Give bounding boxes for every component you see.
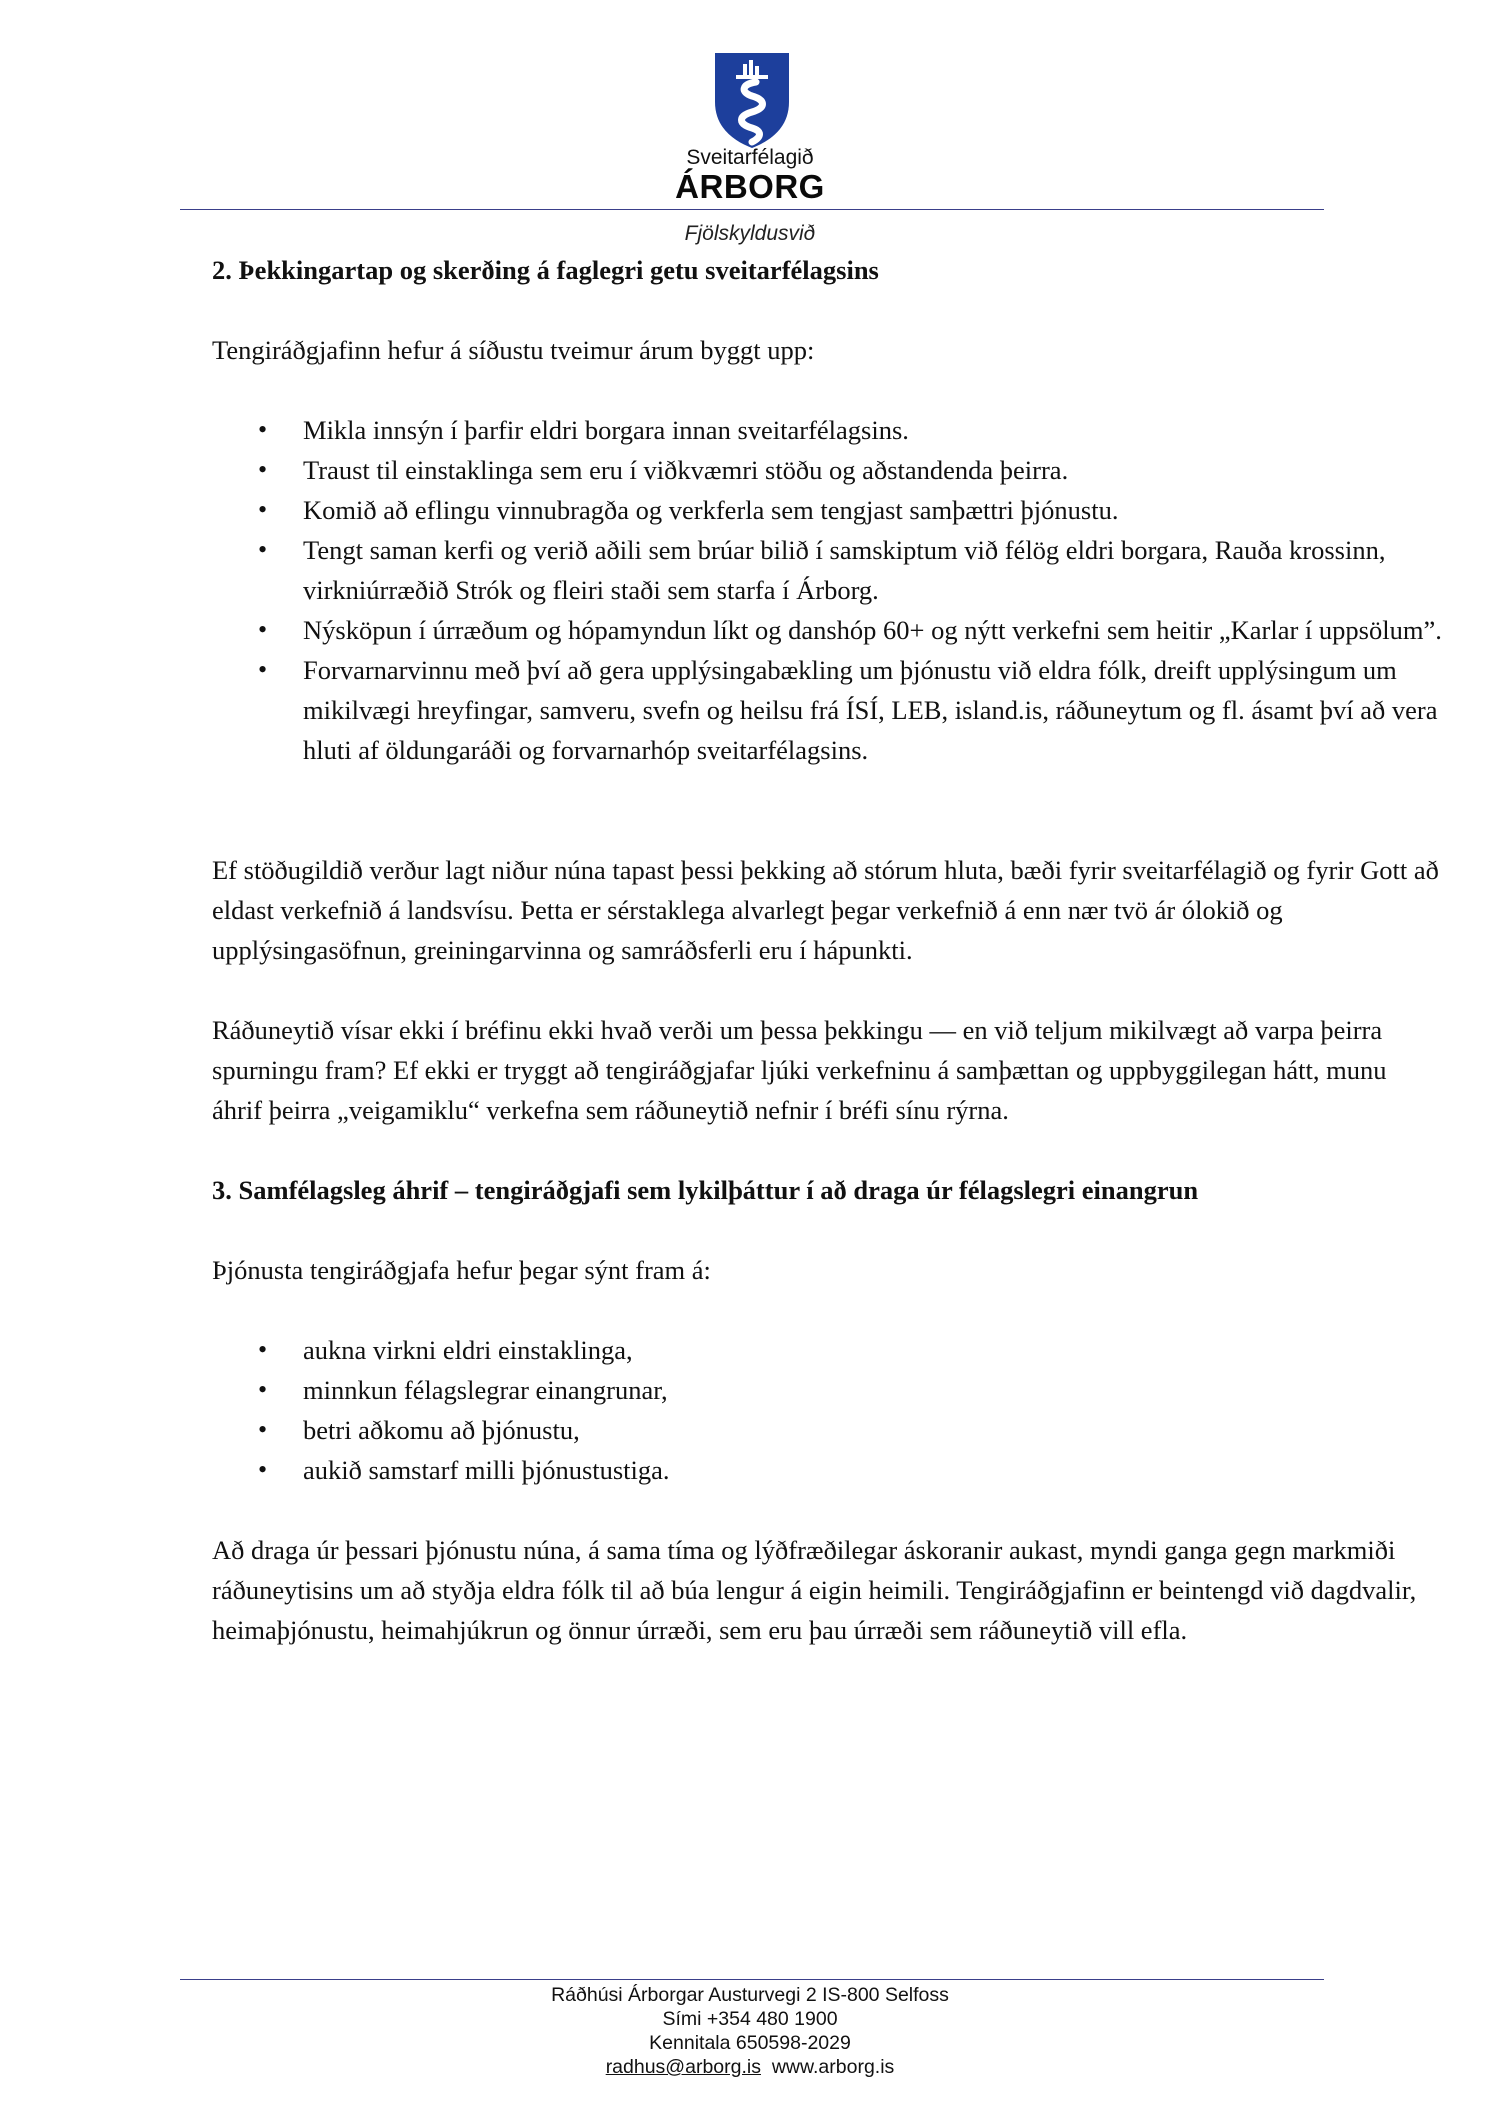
header-divider bbox=[180, 209, 1324, 210]
footer-divider bbox=[180, 1979, 1324, 1980]
footer-id-number: Kennitala 650598-2029 bbox=[649, 2032, 851, 2054]
document-body bbox=[212, 250, 1442, 1650]
list-item: • aukið samstarf milli þjónustustiga. bbox=[212, 1450, 1442, 1490]
list-item: • minnkun félagslegrar einangrunar, bbox=[212, 1370, 1442, 1410]
footer bbox=[450, 1983, 1050, 2079]
list-item: • betri aðkomu að þjónustu, bbox=[212, 1410, 1442, 1450]
division-name: Fjölskyldusvið bbox=[684, 222, 816, 245]
list-item: • Komið að eflingu vinnubragða og verkferla sem tengjast samþættri þjónustu. bbox=[212, 490, 1442, 530]
arborg-crest-icon bbox=[712, 50, 792, 150]
list-item: • Mikla innsýn í þarfir eldri borgara innan sveitarfélagsins. bbox=[212, 410, 1442, 450]
org-name: ÁRBORG bbox=[675, 168, 825, 205]
section-3-paragraph: Að draga úr þessari þjónustu núna, á sama tíma og lýðfræðilegar áskoranir aukast, myndi ganga gegn markmiði ráðuneytisins um að styðja eldra fólk til að búa lengur á eigin heimili. Tengiráðgjafinn er beintengd við dagdvalir, heimaþjónustu, heimahjúkrun og önnur úrræði, sem eru þau úrræði sem ráðuneytið vill efla. bbox=[212, 1535, 1417, 1645]
org-name-small: Sveitarfélagið bbox=[686, 146, 814, 169]
list-item: • aukna virkni eldri einstaklinga, bbox=[212, 1330, 1442, 1370]
list-item: • Nýsköpun í úrræðum og hópamyndun líkt og danshóp 60+ og nýtt verkefni sem heitir „Karlar í uppsölum”. bbox=[212, 610, 1442, 650]
list-item: • Traust til einstaklinga sem eru í viðkvæmri stöðu og aðstandenda þeirra. bbox=[212, 450, 1442, 490]
section-3-bullet-list bbox=[212, 1330, 1442, 1490]
footer-address: Ráðhúsi Árborgar Austurvegi 2 IS-800 Selfoss bbox=[551, 1984, 949, 2006]
website-text: www.arborg.is bbox=[771, 2056, 895, 2078]
section-2-paragraph: Ráðuneytið vísar ekki í bréfinu ekki hvað verði um þessa þekkingu — en við teljum mikilvægt að varpa þeirra spurningu fram? Ef ekki er tryggt að tengiráðgjafar ljúki verkefninu á samþættan og uppbyggilegan hátt, munu áhrif þeirra „veigamiklu“ verkefna sem ráðuneytið nefnir í bréfi sínu rýrna. bbox=[212, 1015, 1387, 1125]
footer-phone: Sími +354 480 1900 bbox=[662, 2008, 838, 2030]
section-2-bullet-list bbox=[212, 410, 1442, 770]
section-3-heading: 3. Samfélagsleg áhrif – tengiráðgjafi sem lykilþáttur í að draga úr félagslegri einangrun bbox=[212, 1175, 1199, 1205]
section-2-heading: 2. Þekkingartap og skerðing á faglegri getu sveitarfélagsins bbox=[212, 255, 879, 285]
email-link[interactable]: radhus@arborg.is bbox=[605, 2056, 761, 2078]
list-item: • Forvarnarvinnu með því að gera upplýsingabækling um þjónustu við eldra fólk, dreift upplýsingum um mikilvægi hreyfingar, samveru, svefn og heilsu frá ÍSÍ, LEB, island.is, ráðuneytum og fl. ásamt því að vera hluti af öldungaráði og forvarnarhóp sveitarfélagsins. bbox=[212, 650, 1442, 770]
section-3-intro: Þjónusta tengiráðgjafa hefur þegar sýnt fram á: bbox=[212, 1255, 711, 1285]
section-2-intro: Tengiráðgjafinn hefur á síðustu tveimur árum byggt upp: bbox=[212, 335, 815, 365]
section-2-paragraph: Ef stöðugildið verður lagt niður núna tapast þessi þekking að stórum hluta, bæði fyrir sveitarfélagið og fyrir Gott að eldast verkefnið á landsvísu. Þetta er sérstaklega alvarlegt þegar verkefnið á enn nær tvö ár ólokið og upplýsingasöfnun, greiningarvinna og samráðsferli eru í hápunkti. bbox=[212, 855, 1439, 965]
footer-contact bbox=[450, 2055, 1050, 2079]
list-item: • Tengt saman kerfi og verið aðili sem brúar bilið í samskiptum við félög eldri borgara, Rauða krossinn, virkniúrræðið Strók og fleiri staði sem starfa í Árborg. bbox=[212, 530, 1442, 610]
